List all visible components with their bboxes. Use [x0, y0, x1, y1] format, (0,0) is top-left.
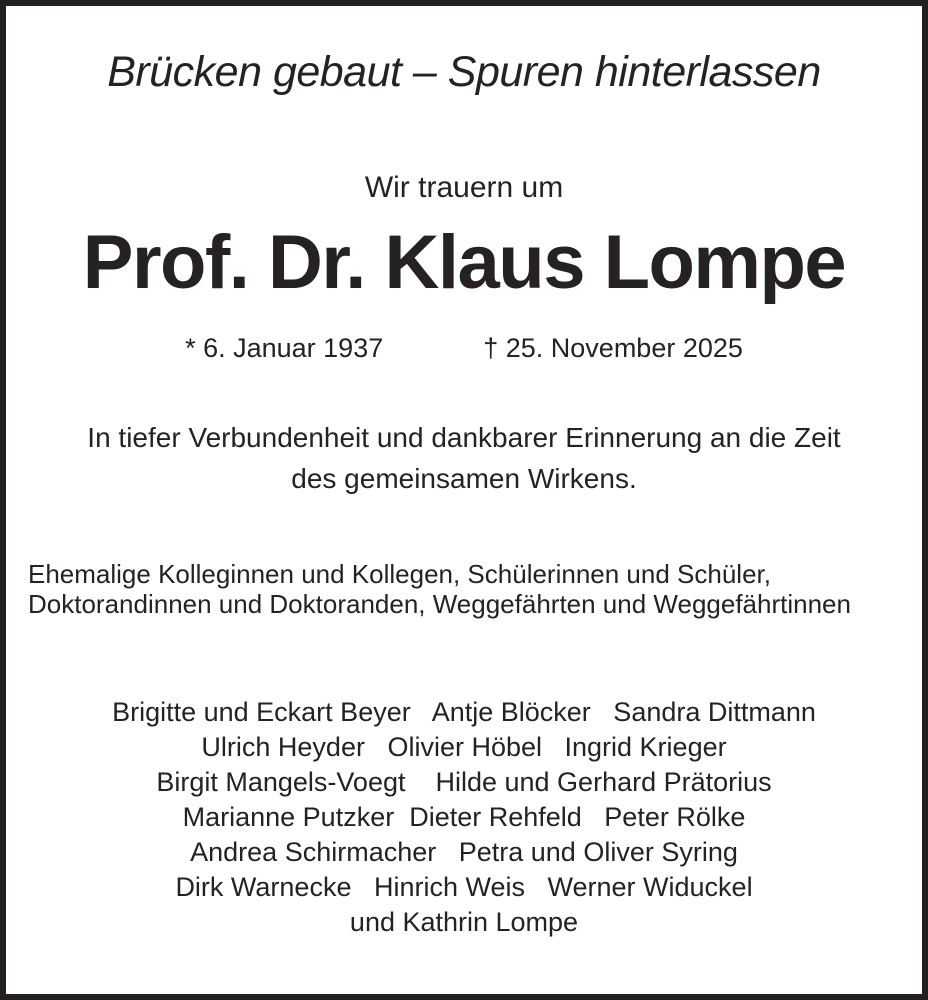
mourners-line: Birgit Mangels-Voegt Hilde und Gerhard Prätorius	[156, 767, 772, 797]
mourners-line: Dirk Warnecke Hinrich Weis Werner Widuckel	[175, 872, 753, 902]
tribute-line: In tiefer Verbundenheit und dankbarer Erinnerung an die Zeit	[87, 422, 841, 453]
life-dates	[6, 331, 922, 365]
deceased-name: Prof. Dr. Klaus Lompe	[82, 220, 846, 305]
signers-intro-line: Doktorandinnen und Doktoranden, Weggefährten und Weggefährtinnen	[28, 589, 851, 619]
mourners-line: Marianne Putzker Dieter Rehfeld Peter Rölke	[182, 802, 746, 832]
quote-headline: Brücken gebaut – Spuren hinterlassen	[107, 48, 821, 96]
mourners-line: Brigitte und Eckart Beyer Antje Blöcker Sandra Dittmann	[112, 697, 816, 727]
mourners-line: und Kathrin Lompe	[349, 907, 579, 937]
mourners-list	[6, 695, 922, 940]
birth-date: * 6. Januar 1937	[185, 333, 384, 363]
mourning-intro: Wir trauern um	[364, 171, 564, 204]
tribute-line: des gemeinsamen Wirkens.	[291, 463, 637, 494]
mourners-line: Andrea Schirmacher Petra und Oliver Syring	[190, 837, 738, 867]
mourners-line: Ulrich Heyder Olivier Höbel Ingrid Krieger	[201, 732, 727, 762]
signers-intro-line: Ehemalige Kolleginnen und Kollegen, Schülerinnen und Schüler,	[28, 559, 771, 589]
signers-intro	[6, 559, 922, 619]
tribute-text	[6, 417, 922, 499]
death-date: † 25. November 2025	[483, 333, 743, 363]
